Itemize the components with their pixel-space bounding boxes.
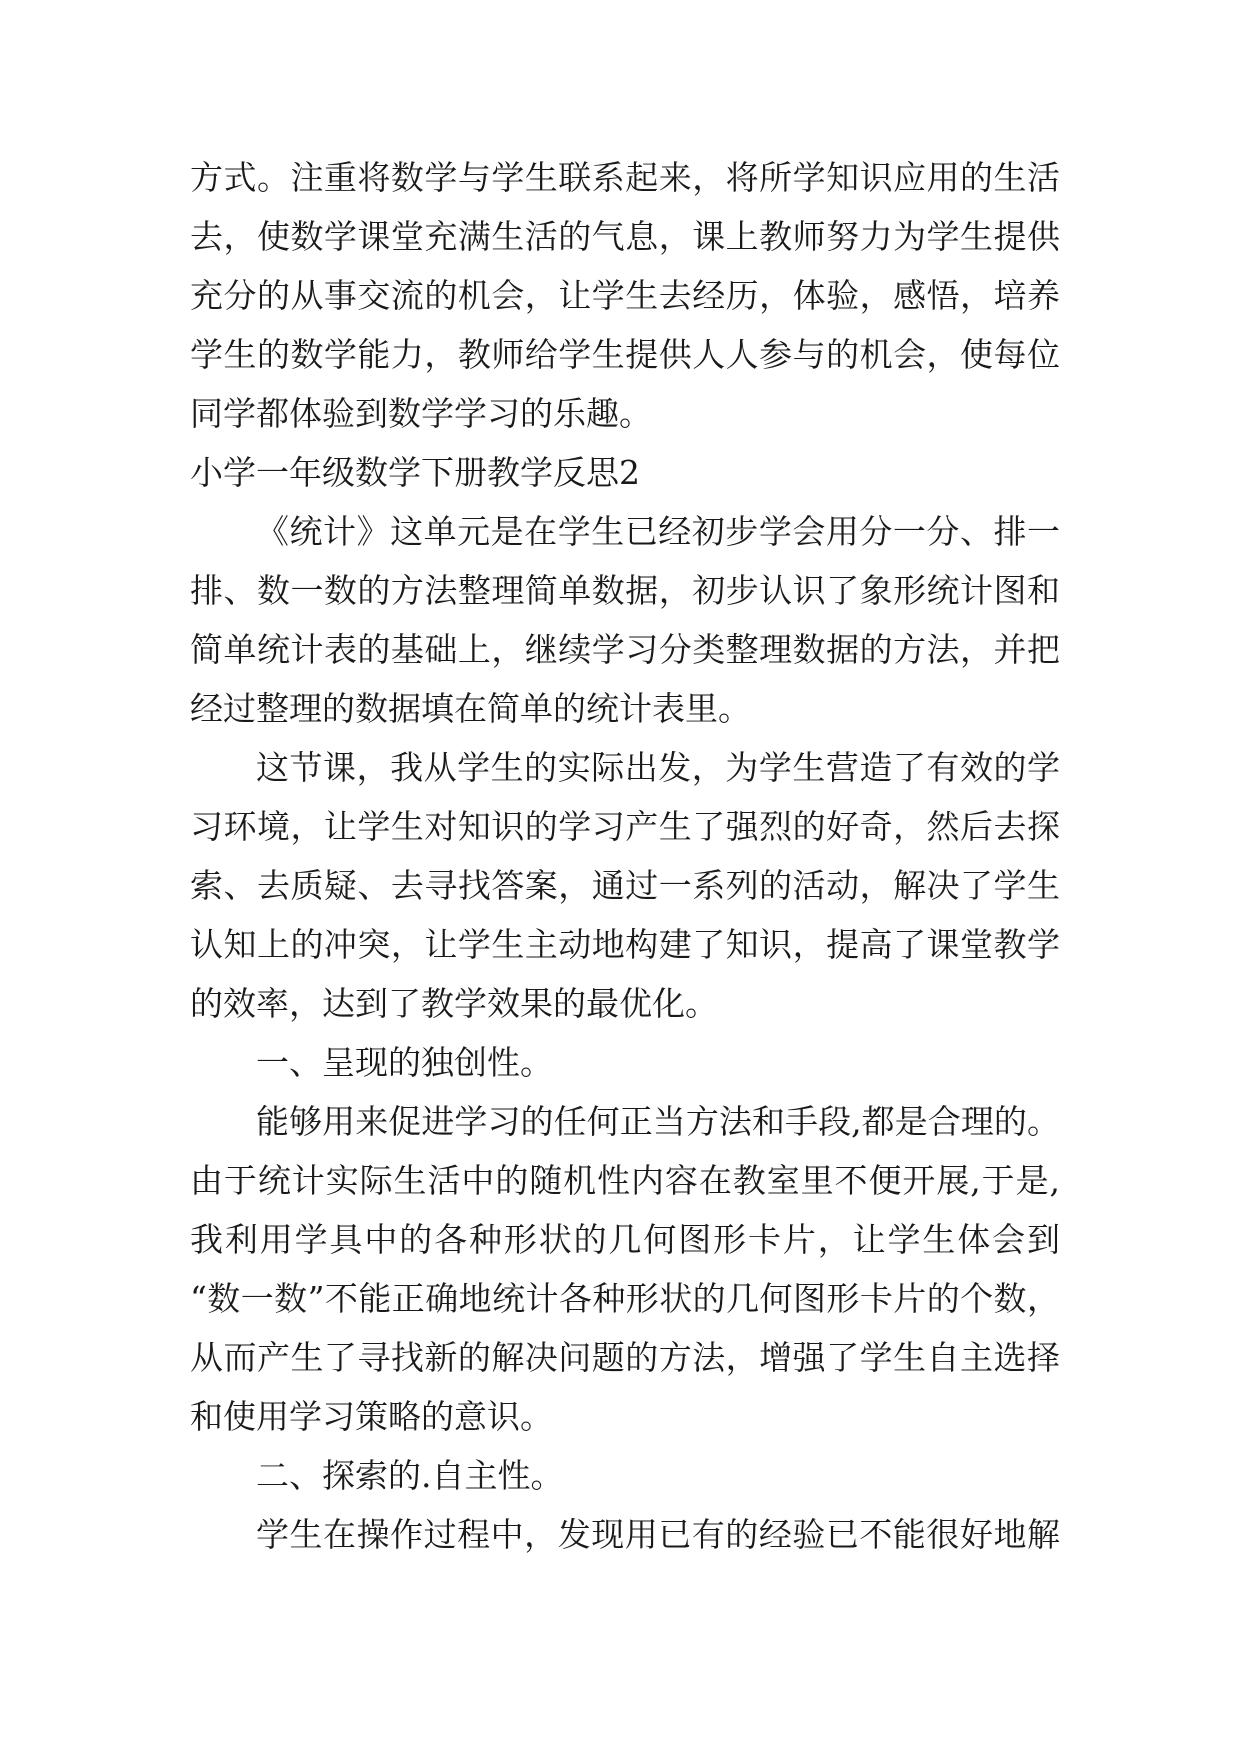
text-line: 学生的数学能力，教师给学生提供人人参与的机会，使每位 (190, 335, 1060, 374)
text-line: “数一数”不能正确地统计各种形状的几何图形卡片的个数， (190, 1279, 1060, 1318)
section-heading: 小学一年级数学下册教学反思2 (190, 453, 640, 492)
text-line: 索、去质疑、去寻找答案，通过一系列的活动，解决了学生 (190, 866, 1060, 905)
text-line: 我利用学具中的各种形状的几何图形卡片，让学生体会到 (190, 1220, 1060, 1259)
text-line: 这节课，我从学生的实际出发，为学生营造了有效的学 (256, 748, 1060, 787)
text-line: 从而产生了寻找新的解决问题的方法，增强了学生自主选择 (190, 1338, 1060, 1377)
text-line: 的效率，达到了教学效果的最优化。 (190, 984, 718, 1023)
subheading: 二、探索的.自主性。 (256, 1456, 564, 1495)
text-line: 经过整理的数据填在简单的统计表里。 (190, 689, 751, 728)
text-line: 去，使数学课堂充满生活的气息，课上教师努力为学生提供 (190, 217, 1060, 256)
text-line: 充分的从事交流的机会，让学生去经历，体验，感悟，培养 (190, 276, 1060, 315)
text-line: 能够用来促进学习的任何正当方法和手段,都是合理的。 (256, 1102, 1060, 1141)
subheading: 一、呈现的独创性。 (256, 1043, 553, 1082)
text-line: 简单统计表的基础上，继续学习分类整理数据的方法，并把 (190, 630, 1060, 669)
text-line: 认知上的冲突，让学生主动地构建了知识，提高了课堂教学 (190, 925, 1060, 964)
text-line: 学生在操作过程中，发现用已有的经验已不能很好地解 (256, 1515, 1060, 1554)
text-line: 方式。注重将数学与学生联系起来，将所学知识应用的生活 (190, 158, 1060, 197)
text-line: 和使用学习策略的意识。 (190, 1397, 553, 1436)
text-line: 《统计》这单元是在学生已经初步学会用分一分、排一 (256, 512, 1060, 551)
text-line: 排、数一数的方法整理简单数据，初步认识了象形统计图和 (190, 571, 1060, 610)
text-line: 由于统计实际生活中的随机性内容在教室里不便开展,于是, (190, 1161, 1060, 1200)
text-line: 习环境，让学生对知识的学习产生了强烈的好奇，然后去探 (190, 807, 1060, 846)
text-line: 同学都体验到数学学习的乐趣。 (190, 394, 652, 433)
